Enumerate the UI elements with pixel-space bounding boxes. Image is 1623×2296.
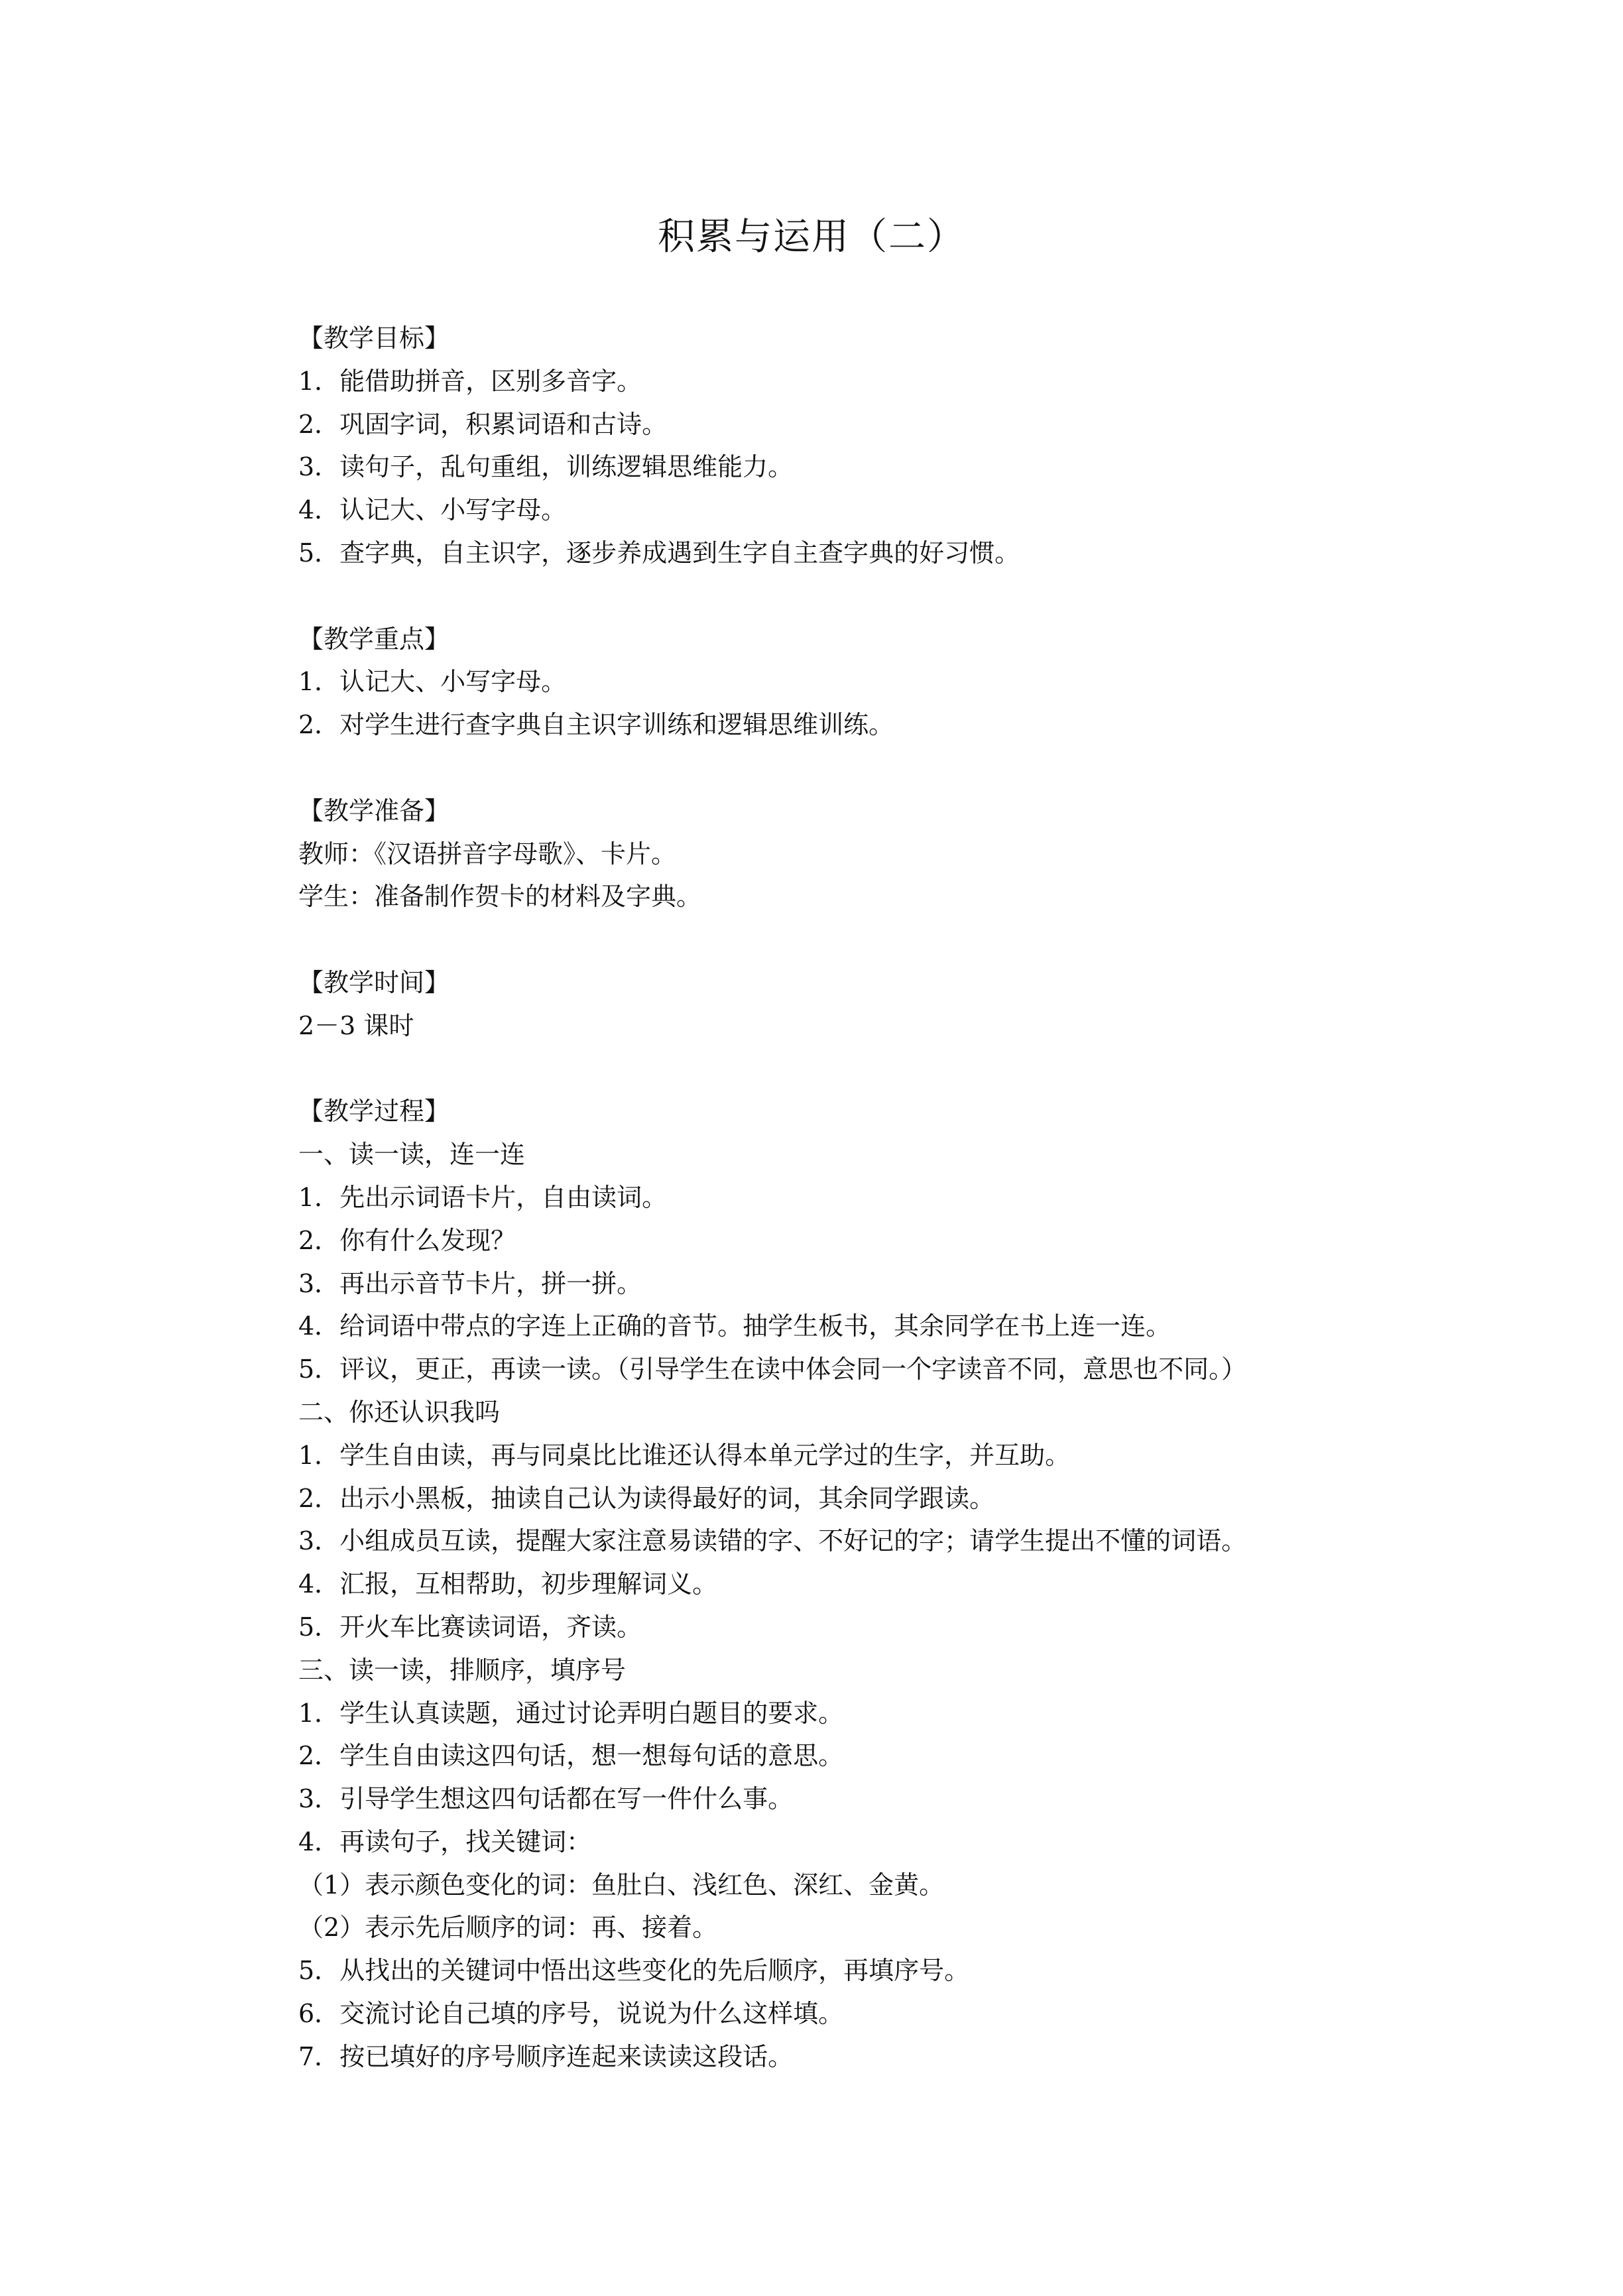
process-subheading: 二、你还认识我吗 [298, 1397, 501, 1427]
section-heading-goals: 【教学目标】 [298, 324, 450, 353]
process-item: 2．你有什么发现？ [298, 1225, 516, 1255]
prep-item: 教师：《汉语拼音字母歌》、卡片。 [298, 839, 677, 869]
process-subheading: 一、读一读，连一连 [298, 1140, 526, 1170]
focus-item: 1．认记大、小写字母。 [298, 667, 567, 697]
process-item: 1．学生认真读题，通过讨论弄明白题目的要求。 [298, 1698, 844, 1728]
process-subitem: （2）表示先后顺序的词：再、接着。 [298, 1913, 718, 1943]
goal-item: 5．查字典，自主识字，逐步养成遇到生字自主查字典的好习惯。 [298, 538, 1020, 568]
process-item: 4．再读句子，找关键词： [298, 1827, 592, 1856]
section-heading-time: 【教学时间】 [298, 967, 450, 997]
process-item: 4．给词语中带点的字连上正确的音节。抽学生板书，其余同学在书上连一连。 [298, 1311, 1172, 1341]
process-item: 2．学生自由读这四句话，想一想每句话的意思。 [298, 1741, 844, 1771]
focus-item: 2．对学生进行查字典自主识字训练和逻辑思维训练。 [298, 710, 894, 740]
section-spacer [298, 918, 1492, 961]
process-item: 1．学生自由读，再与同桌比比谁还认得本单元学过的生字，并互助。 [298, 1440, 1071, 1470]
process-subheading: 三、读一读，排顺序，填序号 [298, 1655, 627, 1685]
process-item: 5．开火车比赛读词语，齐读。 [298, 1612, 642, 1642]
process-item: 3．引导学生想这四句话都在写一件什么事。 [298, 1784, 794, 1814]
section-spacer [298, 575, 1492, 618]
section-heading-focus: 【教学重点】 [298, 624, 450, 654]
process-item: 6．交流讨论自己填的序号，说说为什么这样填。 [298, 1999, 844, 2029]
process-item: 7．按已填好的序号顺序连起来读读这段话。 [298, 2041, 794, 2071]
process-subitem: （1）表示颜色变化的词：鱼肚白、浅红色、深红、金黄。 [298, 1870, 945, 1900]
goal-item: 4．认记大、小写字母。 [298, 495, 567, 525]
section-spacer [298, 1048, 1492, 1091]
document-title: 积累与运用（二） [658, 215, 965, 259]
process-item: 2．出示小黑板，抽读自己认为读得最好的词，其余同学跟读。 [298, 1483, 995, 1513]
document-body [298, 317, 1492, 2079]
time-item: 2－3 课时 [298, 1010, 414, 1040]
process-item: 1．先出示词语卡片，自由读词。 [298, 1182, 668, 1212]
section-heading-process: 【教学过程】 [298, 1097, 450, 1126]
section-heading-prep: 【教学准备】 [298, 796, 450, 825]
process-item: 5．从找出的关键词中悟出这些变化的先后顺序，再填序号。 [298, 1956, 970, 1986]
process-item: 3．再出示音节卡片，拼一拼。 [298, 1268, 642, 1298]
section-spacer [298, 747, 1492, 790]
prep-item: 学生：准备制作贺卡的材料及字典。 [298, 882, 702, 912]
goal-item: 2．巩固字词，积累词语和古诗。 [298, 409, 668, 439]
process-item: 4．汇报，互相帮助，初步理解词义。 [298, 1569, 718, 1599]
goal-item: 1．能借助拼音，区别多音字。 [298, 366, 642, 396]
process-item: 3．小组成员互读，提醒大家注意易读错的字、不好记的字；请学生提出不懂的词语。 [298, 1526, 1247, 1556]
goal-item: 3．读句子，乱句重组，训练逻辑思维能力。 [298, 452, 794, 482]
process-item: 5．评议，更正，再读一读。（引导学生在读中体会同一个字读音不同，意思也不同。） [298, 1355, 1247, 1384]
